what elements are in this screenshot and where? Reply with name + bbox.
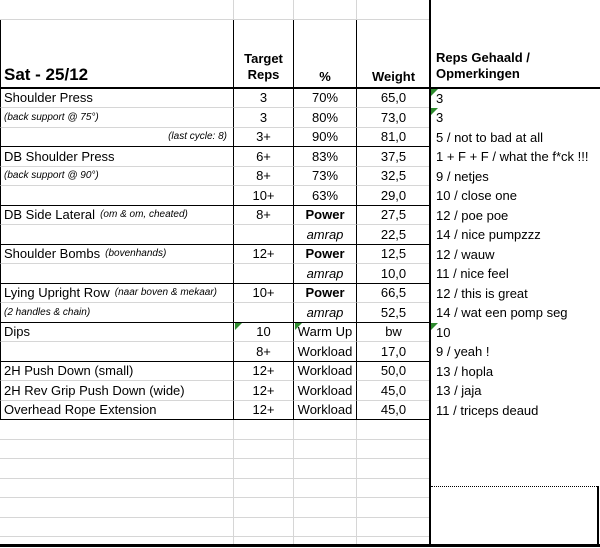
cell-comments[interactable] (430, 401, 600, 421)
cell-comments[interactable] (430, 167, 600, 187)
empty-grid-row (0, 518, 600, 538)
cell-percent[interactable] (293, 362, 356, 382)
empty-cell[interactable] (293, 440, 356, 460)
cell-exercise[interactable] (0, 245, 233, 265)
empty-cell[interactable] (293, 479, 356, 499)
empty-cell[interactable] (293, 0, 356, 20)
column-label: Target Reps (244, 51, 283, 83)
empty-cell[interactable] (233, 518, 293, 538)
empty-cell[interactable] (356, 440, 430, 460)
cell-exercise[interactable] (0, 108, 233, 128)
percent-value: 83% (311, 148, 339, 164)
cell-exercise[interactable] (0, 225, 233, 245)
empty-cell[interactable] (430, 498, 600, 518)
exercise-name: (last cycle: 8) (168, 131, 227, 143)
weight-value: 17,0 (380, 343, 407, 359)
error-indicator-icon (431, 108, 438, 115)
cell-weight[interactable] (356, 381, 430, 401)
cell-weight[interactable] (356, 108, 430, 128)
weight-value: 65,0 (380, 90, 407, 106)
table-row (0, 206, 600, 226)
empty-cell[interactable] (356, 479, 430, 499)
cell-target-reps[interactable] (233, 147, 293, 167)
cell-target-reps[interactable] (233, 225, 293, 245)
target-reps-value: 12+ (252, 382, 275, 398)
empty-cell[interactable] (356, 420, 430, 440)
exercise-name: DB Side Lateral (4, 207, 96, 223)
cell-target-reps[interactable] (233, 206, 293, 226)
empty-cell[interactable] (233, 498, 293, 518)
comments-value: 14 / wat een pomp seg (436, 305, 568, 321)
empty-cell[interactable] (0, 518, 233, 538)
comments-value: 14 / nice pumpzzz (436, 227, 541, 243)
empty-grid-row (0, 440, 600, 460)
cell-weight[interactable] (356, 225, 430, 245)
cell-weight[interactable] (356, 147, 430, 167)
exercise-name: Overhead Rope Extension (4, 402, 157, 418)
percent-value: amrap (306, 265, 344, 281)
cell-weight[interactable] (356, 323, 430, 343)
exercise-name: DB Shoulder Press (4, 148, 115, 164)
weight-value: 52,5 (380, 304, 407, 320)
target-reps-value: 3+ (256, 129, 271, 145)
cell-target-reps[interactable] (233, 264, 293, 284)
cell-exercise[interactable] (0, 186, 233, 206)
weight-value: 37,5 (380, 148, 407, 164)
empty-cell[interactable] (293, 498, 356, 518)
cell-target-reps[interactable] (233, 401, 293, 421)
error-indicator-icon (431, 89, 438, 96)
percent-value: amrap (306, 304, 344, 320)
empty-cell[interactable] (356, 518, 430, 538)
cell-percent[interactable] (293, 147, 356, 167)
empty-cell[interactable] (430, 440, 600, 460)
weight-value: 45,0 (380, 382, 407, 398)
cell-comments[interactable] (430, 147, 600, 167)
empty-grid-row (0, 0, 600, 20)
percent-value: 80% (311, 109, 339, 125)
empty-cell[interactable] (0, 479, 233, 499)
cell-percent[interactable] (293, 323, 356, 343)
cell-exercise[interactable] (0, 342, 233, 362)
table-body (0, 89, 600, 421)
cell-target-reps[interactable] (233, 89, 293, 109)
percent-value: Workload (297, 343, 353, 359)
cell-exercise[interactable] (0, 89, 233, 109)
cell-weight[interactable] (356, 206, 430, 226)
target-reps-value: 10+ (252, 187, 275, 203)
table-row (0, 128, 600, 148)
comments-value: 9 / netjes (436, 168, 489, 184)
empty-cell[interactable] (293, 459, 356, 479)
empty-cell[interactable] (233, 440, 293, 460)
table-row (0, 401, 600, 421)
cell-weight[interactable] (356, 284, 430, 304)
date-title: Sat - 25/12 (4, 64, 89, 84)
cell-exercise[interactable] (0, 323, 233, 343)
table-row (0, 186, 600, 206)
error-indicator-icon (235, 323, 242, 330)
cell-target-reps[interactable] (233, 108, 293, 128)
header-row (0, 20, 600, 89)
cell-target-reps[interactable] (233, 186, 293, 206)
target-reps-value: 6+ (256, 148, 271, 164)
exercise-name: 2H Rev Grip Push Down (wide) (4, 382, 185, 398)
cell-comments[interactable] (430, 323, 600, 343)
comments-value: 11 / triceps deaud (436, 402, 539, 418)
table-row (0, 284, 600, 304)
cell-comments[interactable] (430, 362, 600, 382)
cell-exercise[interactable] (0, 206, 233, 226)
empty-cell[interactable] (430, 479, 600, 499)
empty-cell[interactable] (0, 420, 233, 440)
percent-value: Workload (297, 382, 353, 398)
cell-target-reps[interactable] (233, 284, 293, 304)
cell-percent[interactable] (293, 284, 356, 304)
cell-percent[interactable] (293, 342, 356, 362)
sheet-bottom-edge (0, 544, 600, 547)
table-row (0, 147, 600, 167)
target-reps-value: 12+ (252, 363, 275, 379)
cell-target-reps[interactable] (233, 245, 293, 265)
exercise-name: 2H Push Down (small) (4, 363, 134, 379)
cell-percent[interactable] (293, 303, 356, 323)
header-cell-date[interactable] (0, 20, 233, 89)
empty-cell[interactable] (233, 420, 293, 440)
exercise-note: (naar boven & mekaar) (114, 287, 218, 299)
cell-weight[interactable] (356, 128, 430, 148)
weight-value: 22,5 (380, 226, 407, 242)
exercise-name: (2 handles & chain) (4, 306, 91, 318)
empty-grid-row (0, 459, 600, 479)
percent-value: Workload (297, 402, 353, 418)
weight-value: 27,5 (380, 207, 407, 223)
cell-comments[interactable] (430, 89, 600, 109)
cell-target-reps[interactable] (233, 342, 293, 362)
cell-exercise[interactable] (0, 362, 233, 382)
comments-value: 9 / yeah ! (436, 344, 490, 360)
exercise-name: Shoulder Press (4, 90, 93, 106)
cell-percent[interactable] (293, 245, 356, 265)
target-reps-value: 10 (256, 324, 271, 340)
cell-weight[interactable] (356, 89, 430, 109)
target-reps-value: 8+ (256, 207, 271, 223)
cell-percent[interactable] (293, 381, 356, 401)
weight-value: 50,0 (380, 363, 407, 379)
comments-value: 1 + F + F / what the f*ck !!! (436, 149, 589, 165)
exercise-name: (back support @ 75°) (4, 111, 99, 123)
percent-value: 70% (311, 90, 339, 106)
table-row (0, 303, 600, 323)
comments-value: 3 (436, 110, 444, 126)
cell-exercise[interactable] (0, 264, 233, 284)
empty-cell[interactable] (233, 459, 293, 479)
weight-value: 32,5 (380, 168, 407, 184)
weight-value: 29,0 (380, 187, 407, 203)
percent-value: Workload (297, 363, 353, 379)
percent-value: amrap (306, 226, 344, 242)
cell-target-reps[interactable] (233, 362, 293, 382)
weight-value: 12,5 (380, 246, 407, 262)
header-cell-target-reps[interactable] (233, 20, 293, 89)
table-row (0, 342, 600, 362)
table-row (0, 381, 600, 401)
weight-value: 81,0 (380, 129, 407, 145)
cell-comments[interactable] (430, 225, 600, 245)
cell-exercise[interactable] (0, 167, 233, 187)
cell-weight[interactable] (356, 186, 430, 206)
weight-value: 73,0 (380, 109, 407, 125)
cell-comments[interactable] (430, 284, 600, 304)
cell-percent[interactable] (293, 108, 356, 128)
cell-comments[interactable] (430, 303, 600, 323)
empty-grid-row (0, 479, 600, 499)
target-reps-value: 12+ (252, 246, 275, 262)
percent-value: 90% (311, 129, 339, 145)
cell-target-reps[interactable] (233, 303, 293, 323)
comments-value: 3 (436, 90, 444, 106)
cell-target-reps[interactable] (233, 128, 293, 148)
empty-cell[interactable] (293, 420, 356, 440)
comments-value: 13 / hopla (436, 363, 494, 379)
cell-comments[interactable] (430, 128, 600, 148)
target-reps-value: 8+ (256, 343, 271, 359)
weight-value: 45,0 (380, 402, 407, 418)
empty-cell[interactable] (233, 479, 293, 499)
cell-target-reps[interactable] (233, 323, 293, 343)
comments-value: 12 / poe poe (436, 207, 509, 223)
empty-cell[interactable] (356, 0, 430, 20)
empty-cell[interactable] (0, 0, 233, 20)
cell-weight[interactable] (356, 401, 430, 421)
table-row (0, 89, 600, 109)
cell-weight[interactable] (356, 245, 430, 265)
comments-value: 10 / close one (436, 188, 517, 204)
comments-value: 10 (436, 324, 451, 340)
empty-cell[interactable] (0, 440, 233, 460)
target-reps-value: 12+ (252, 402, 275, 418)
empty-grid-row (0, 420, 600, 440)
cell-exercise[interactable] (0, 401, 233, 421)
table-row (0, 108, 600, 128)
header-cell-comments[interactable] (430, 20, 600, 89)
exercise-name: Lying Upright Row (4, 285, 110, 301)
empty-cell[interactable] (356, 459, 430, 479)
empty-cell[interactable] (430, 420, 600, 440)
table-row (0, 323, 600, 343)
exercise-name: (back support @ 90°) (4, 170, 99, 182)
cell-comments[interactable] (430, 206, 600, 226)
error-indicator-icon (431, 323, 438, 330)
column-label: % (319, 68, 331, 84)
cell-percent[interactable] (293, 167, 356, 187)
cell-percent[interactable] (293, 225, 356, 245)
comments-value: 13 / jaja (436, 383, 482, 399)
weight-value: 66,5 (380, 285, 407, 301)
cell-exercise[interactable] (0, 284, 233, 304)
weight-value: 10,0 (380, 265, 407, 281)
exercise-note: (om & om, cheated) (100, 209, 188, 221)
cell-exercise[interactable] (0, 147, 233, 167)
column-label: Reps Gehaald / Opmerkingen (436, 50, 530, 82)
cell-percent[interactable] (293, 89, 356, 109)
cell-comments[interactable] (430, 381, 600, 401)
header-cell-weight[interactable] (356, 20, 430, 89)
sheet-right-edge (597, 486, 599, 544)
empty-cell[interactable] (430, 459, 600, 479)
empty-cell[interactable] (0, 498, 233, 518)
target-reps-value: 3 (259, 90, 268, 106)
page-break-dotted-line (431, 486, 597, 487)
cell-weight[interactable] (356, 167, 430, 187)
percent-value: Power (305, 246, 345, 262)
cell-comments[interactable] (430, 342, 600, 362)
empty-cell[interactable] (0, 459, 233, 479)
cell-weight[interactable] (356, 342, 430, 362)
percent-value: 63% (311, 187, 339, 203)
cell-percent[interactable] (293, 206, 356, 226)
empty-cell[interactable] (430, 518, 600, 538)
empty-cell[interactable] (430, 0, 600, 20)
target-reps-value: 10+ (252, 285, 275, 301)
cell-weight[interactable] (356, 264, 430, 284)
empty-cell[interactable] (293, 518, 356, 538)
cell-weight[interactable] (356, 303, 430, 323)
table-row (0, 245, 600, 265)
cell-comments[interactable] (430, 108, 600, 128)
table-row (0, 225, 600, 245)
header-cell-percent[interactable] (293, 20, 356, 89)
cell-comments[interactable] (430, 245, 600, 265)
target-reps-value: 8+ (256, 168, 271, 184)
cell-percent[interactable] (293, 128, 356, 148)
percent-value: Warm Up (297, 324, 353, 340)
comments-column-left-border (429, 0, 431, 545)
comments-value: 11 / nice feel (436, 266, 509, 282)
weight-value: bw (385, 324, 402, 340)
cell-target-reps[interactable] (233, 381, 293, 401)
exercise-name: Shoulder Bombs (4, 246, 101, 262)
comments-value: 12 / wauw (436, 246, 495, 262)
comments-value: 12 / this is great (436, 285, 528, 301)
percent-value: Power (305, 285, 345, 301)
percent-value: 73% (311, 168, 339, 184)
comments-value: 5 / not to bad at all (436, 129, 543, 145)
cell-comments[interactable] (430, 186, 600, 206)
empty-grid-row (0, 498, 600, 518)
empty-cell[interactable] (356, 498, 430, 518)
cell-exercise[interactable] (0, 381, 233, 401)
empty-cell[interactable] (233, 0, 293, 20)
cell-comments[interactable] (430, 264, 600, 284)
column-label: Weight (371, 68, 416, 84)
table-row (0, 264, 600, 284)
cell-percent[interactable] (293, 264, 356, 284)
error-indicator-icon (295, 323, 302, 330)
exercise-note: (bovenhands) (105, 248, 167, 260)
cell-exercise[interactable] (0, 128, 233, 148)
cell-weight[interactable] (356, 362, 430, 382)
target-reps-value: 3 (259, 109, 268, 125)
exercise-name: Dips (4, 324, 31, 340)
cell-percent[interactable] (293, 186, 356, 206)
cell-exercise[interactable] (0, 303, 233, 323)
cell-percent[interactable] (293, 401, 356, 421)
percent-value: Power (305, 207, 345, 223)
table-row (0, 167, 600, 187)
table-row (0, 362, 600, 382)
cell-target-reps[interactable] (233, 167, 293, 187)
